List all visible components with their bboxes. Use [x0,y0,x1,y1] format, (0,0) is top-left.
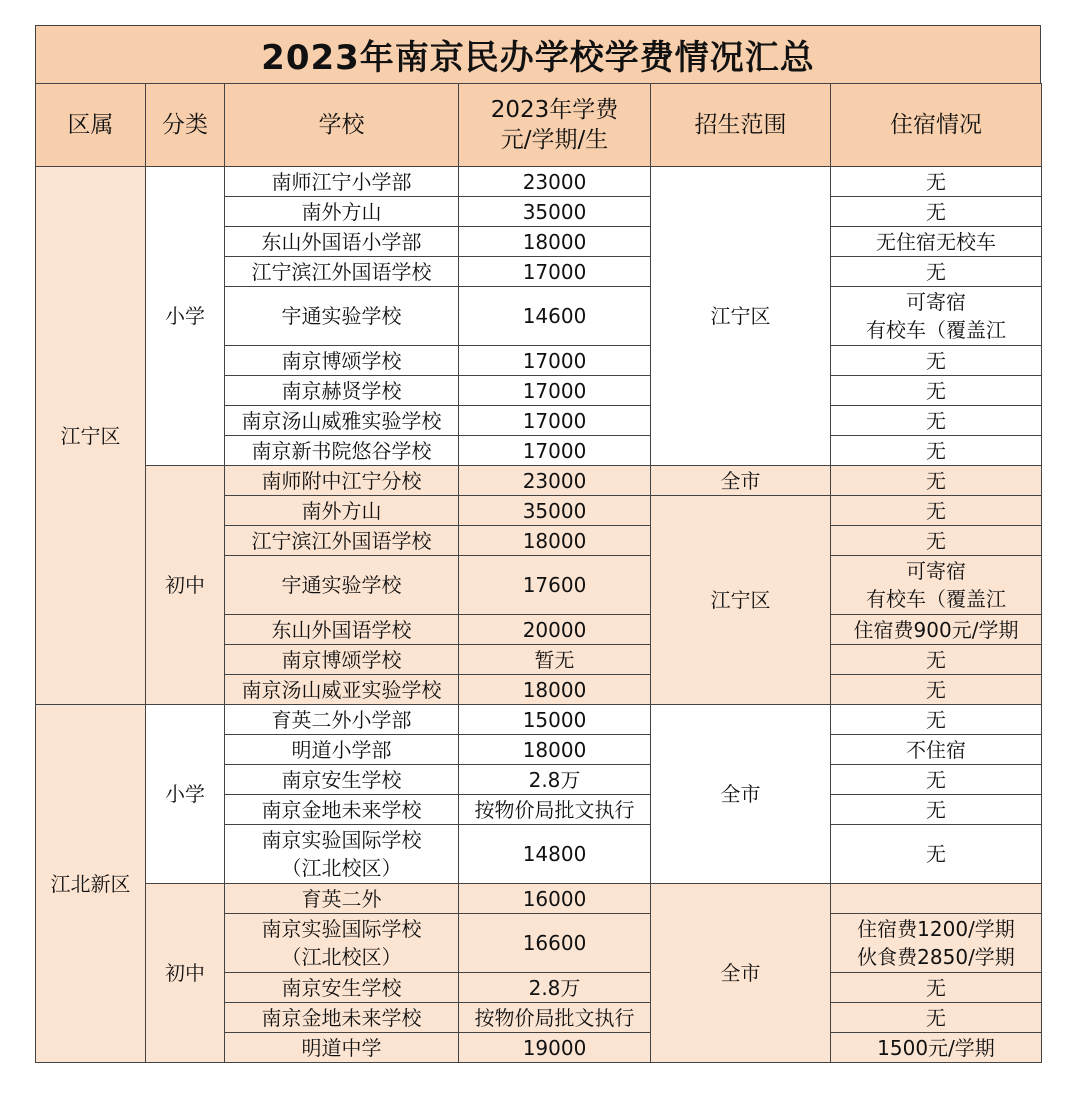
school-line1: 南京实验国际学校 [261,828,422,852]
boarding-line1: 可寄宿 [906,290,966,314]
school-cell: 南京安生学校 [225,973,459,1003]
boarding-cell [831,287,1042,346]
school-cell: 南外方山 [225,197,459,227]
fee-cell: 16600 [459,914,651,973]
boarding-cell: 不住宿 [831,735,1042,765]
school-cell: 东山外国语小学部 [225,227,459,257]
school-cell: 南京金地未来学校 [225,795,459,825]
fee-summary-sheet [35,25,1041,1063]
school-cell: 江宁滨江外国语学校 [225,257,459,287]
school-cell: 宇通实验学校 [225,556,459,615]
fee-cell: 17000 [459,406,651,436]
district-cell: 江北新区 [36,705,146,1063]
school-cell: 南京汤山威亚实验学校 [225,675,459,705]
fee-cell: 18000 [459,526,651,556]
fee-cell: 15000 [459,705,651,735]
boarding-cell: 1500元/学期 [831,1033,1042,1063]
page-title: 2023年南京民办学校学费情况汇总 [35,25,1041,83]
school-cell: 育英二外 [225,884,459,914]
boarding-cell: 无 [831,705,1042,735]
header-school: 学校 [225,84,459,167]
boarding-cell [831,556,1042,615]
school-cell: 东山外国语学校 [225,615,459,645]
school-cell: 宇通实验学校 [225,287,459,346]
boarding-cell: 无 [831,257,1042,287]
boarding-cell: 无 [831,675,1042,705]
fee-cell: 19000 [459,1033,651,1063]
school-line2: （江北校区） [281,945,402,969]
boarding-cell: 无 [831,765,1042,795]
category-cell: 初中 [146,884,225,1063]
boarding-cell: 无 [831,526,1042,556]
boarding-cell: 无 [831,376,1042,406]
school-cell [225,914,459,973]
school-cell: 南京新书院悠谷学校 [225,436,459,466]
header-fee-line2: 元/学期/生 [500,127,609,153]
school-cell: 育英二外小学部 [225,705,459,735]
school-cell: 南师江宁小学部 [225,167,459,197]
boarding-cell: 无 [831,466,1042,496]
fee-table [35,83,1042,1063]
category-cell: 小学 [146,705,225,884]
fee-cell: 14800 [459,825,651,884]
boarding-line2: 伙食费2850/学期 [857,945,1015,969]
boarding-cell: 无 [831,167,1042,197]
fee-cell: 2.8万 [459,973,651,1003]
boarding-line2: 有校车（覆盖江 [866,318,1006,342]
table-row [36,884,1042,914]
fee-cell: 18000 [459,675,651,705]
fee-cell: 18000 [459,227,651,257]
boarding-cell: 无 [831,825,1042,884]
boarding-cell: 无住宿无校车 [831,227,1042,257]
enrollment-cell: 全市 [651,705,831,884]
boarding-line1: 可寄宿 [906,559,966,583]
school-cell: 南京汤山威雅实验学校 [225,406,459,436]
boarding-cell: 住宿费900元/学期 [831,615,1042,645]
fee-cell: 23000 [459,167,651,197]
boarding-cell: 无 [831,1003,1042,1033]
school-line1: 南京实验国际学校 [261,917,422,941]
enrollment-cell: 江宁区 [651,167,831,466]
table-row [36,466,1042,496]
school-cell: 南师附中江宁分校 [225,466,459,496]
fee-cell: 17000 [459,257,651,287]
header-district: 区属 [36,84,146,167]
header-category: 分类 [146,84,225,167]
boarding-cell: 无 [831,436,1042,466]
header-fee-line1: 2023年学费 [490,97,619,123]
boarding-cell: 无 [831,795,1042,825]
school-cell: 南京博颂学校 [225,645,459,675]
fee-cell: 17000 [459,346,651,376]
boarding-cell: 无 [831,645,1042,675]
boarding-cell: 无 [831,346,1042,376]
school-cell: 南京安生学校 [225,765,459,795]
header-enrollment: 招生范围 [651,84,831,167]
fee-cell: 按物价局批文执行 [459,1003,651,1033]
boarding-cell [831,914,1042,973]
school-cell: 南京博颂学校 [225,346,459,376]
enrollment-cell: 全市 [651,884,831,1063]
boarding-cell: 无 [831,496,1042,526]
enrollment-cell: 江宁区 [651,496,831,705]
header-boarding: 住宿情况 [831,84,1042,167]
fee-cell: 17000 [459,376,651,406]
table-row [36,705,1042,735]
boarding-cell: 无 [831,406,1042,436]
fee-cell: 按物价局批文执行 [459,795,651,825]
school-cell: 南外方山 [225,496,459,526]
table-row [36,167,1042,197]
category-cell: 初中 [146,466,225,705]
school-line2: （江北校区） [281,856,402,880]
fee-cell: 2.8万 [459,765,651,795]
boarding-line1: 住宿费1200/学期 [857,917,1015,941]
boarding-cell: 无 [831,973,1042,1003]
header-fee [459,84,651,167]
fee-cell: 20000 [459,615,651,645]
enrollment-cell: 全市 [651,466,831,496]
school-cell: 南京赫贤学校 [225,376,459,406]
fee-cell: 暂无 [459,645,651,675]
boarding-cell: 无 [831,197,1042,227]
school-cell [225,825,459,884]
fee-cell: 17600 [459,556,651,615]
fee-cell: 35000 [459,197,651,227]
boarding-cell [831,884,1042,914]
school-cell: 南京金地未来学校 [225,1003,459,1033]
fee-cell: 23000 [459,466,651,496]
district-cell: 江宁区 [36,167,146,705]
fee-cell: 18000 [459,735,651,765]
fee-cell: 17000 [459,436,651,466]
boarding-line2: 有校车（覆盖江 [866,587,1006,611]
school-cell: 明道小学部 [225,735,459,765]
fee-cell: 14600 [459,287,651,346]
school-cell: 明道中学 [225,1033,459,1063]
fee-cell: 16000 [459,884,651,914]
school-cell: 江宁滨江外国语学校 [225,526,459,556]
category-cell: 小学 [146,167,225,466]
fee-cell: 35000 [459,496,651,526]
